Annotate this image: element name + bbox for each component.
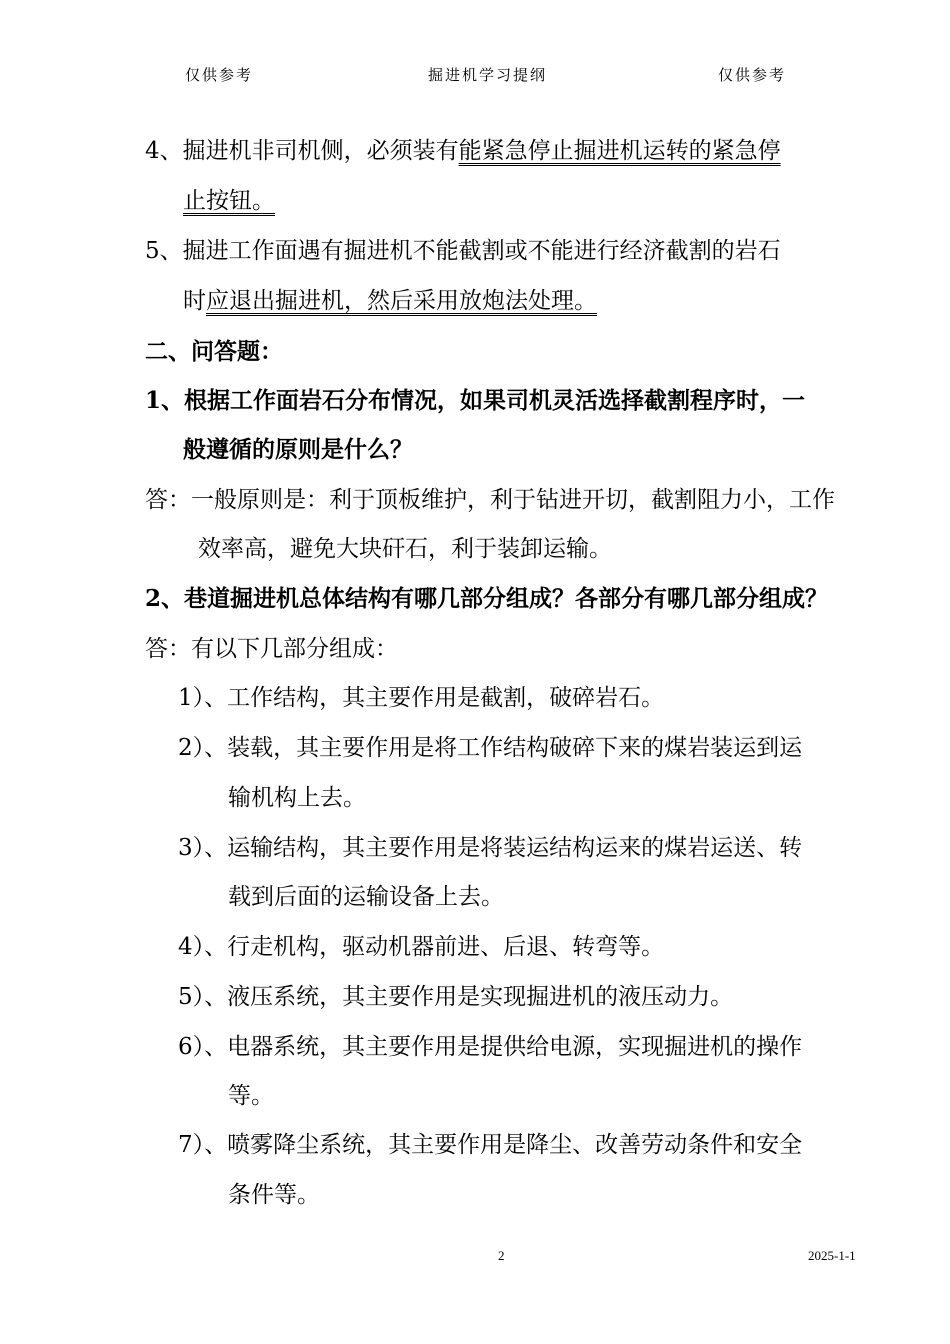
page-header [0, 64, 950, 90]
part-5-line-1: 5）、液压系统，其主要作用是实现掘进机的液压动力。 [178, 984, 734, 1010]
section-2-title: 二、问答题： [145, 338, 283, 365]
item-4-answer-part-2: 止按钮。 [183, 188, 275, 214]
item-5-prefix: 时 [183, 288, 206, 314]
part-4-line-1: 4）、行走机构，驱动机器前进、后退、转弯等。 [178, 934, 665, 960]
part-7-line-1: 7）、喷雾降尘系统，其主要作用是降尘、改善劳动条件和安全 [178, 1132, 803, 1158]
item-4-prefix: 4、掘进机非司机侧，必须装有 [145, 138, 459, 164]
page-footer [0, 1248, 950, 1268]
header-right-note: 仅供参考 [718, 66, 787, 84]
question-1-line-1: 1、根据工作面岩石分布情况，如果司机灵活选择截割程序时，一 [145, 387, 806, 414]
item-4-answer-part-1: 能紧急停止掘进机运转的紧急停 [458, 138, 781, 164]
part-6-line-2: 等。 [228, 1083, 274, 1109]
part-6-line-1: 6）、电器系统，其主要作用是提供给电源，实现掘进机的操作 [178, 1034, 803, 1060]
footer-date: 2025-1-1 [808, 1248, 856, 1263]
part-2-line-2: 输机构上去。 [228, 785, 366, 811]
part-3-line-1: 3）、运输结构，其主要作用是将装运结构运来的煤岩运送、转 [178, 835, 803, 861]
answer-1-line-1: 答：一般原则是：利于顶板维护，利于钻进开切，截割阻力小，工作 [145, 487, 835, 513]
header-document-title: 掘进机学习提纲 [428, 66, 548, 84]
item-4-line-2 [183, 177, 275, 225]
answer-1-line-2: 效率高，避免大块矸石，利于装卸运输。 [198, 536, 612, 562]
part-2-line-1: 2）、装载，其主要作用是将工作结构破碎下来的煤岩装运到运 [178, 735, 803, 761]
item-4-line-1 [145, 127, 781, 175]
question-2: 2、巷道掘进机总体结构有哪几部分组成？各部分有哪几部分组成？ [145, 585, 829, 612]
answer-2-intro: 答：有以下几部分组成： [145, 636, 398, 662]
item-5-line-2 [183, 277, 597, 325]
item-5-answer: 应退出掘进机，然后采用放炮法处理。 [206, 288, 597, 314]
item-5-line-1: 5、掘进工作面遇有掘进机不能截割或不能进行经济截割的岩石 [145, 238, 781, 264]
question-1-line-2: 般遵循的原则是什么？ [183, 436, 413, 463]
part-3-line-2: 载到后面的运输设备上去。 [228, 884, 504, 910]
part-1-line-1: 1）、工作结构，其主要作用是截割，破碎岩石。 [178, 685, 665, 711]
part-7-line-2: 条件等。 [228, 1182, 320, 1208]
header-left-note: 仅供参考 [185, 66, 254, 84]
page-number: 2 [498, 1248, 505, 1263]
